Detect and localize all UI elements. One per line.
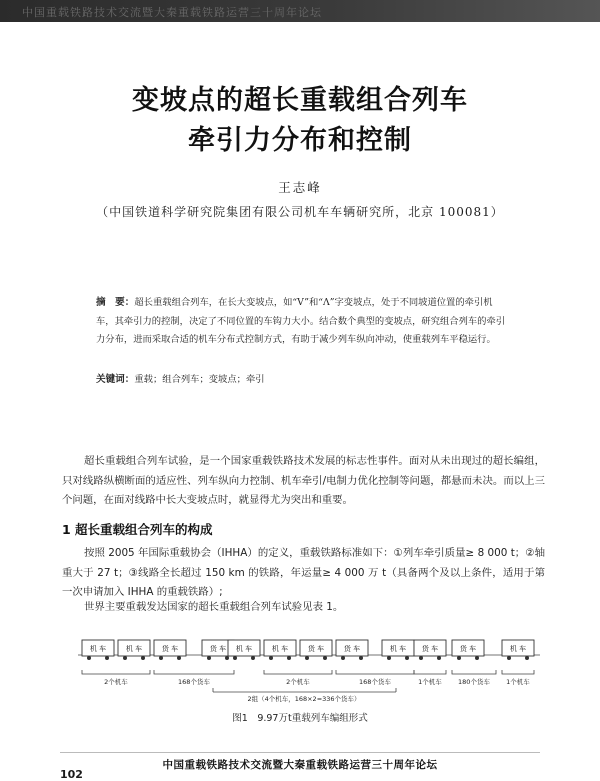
affiliation: （中国铁道科学研究院集团有限公司机车车辆研究所，北京 100081） (96, 205, 504, 219)
train-car-box (82, 640, 114, 660)
train-car-label: 货 车 (209, 645, 227, 653)
train-car-label: 货 车 (421, 645, 439, 653)
body-paragraph-2: 按照 2005 年国际重载协会（IHHA）的定义，重载铁路标准如下：①列车牵引质量≥ 8 000 t；②轴重大于 27 t；③线路全长超过 150 km 的铁路，年运量≥ 4 000 万 t（具备两个及以上条件，适用于第一次申请加入 IHHA 的重载铁路）; (62, 547, 545, 598)
wheel-icon (177, 656, 181, 660)
train-car-label: 货 车 (343, 645, 361, 653)
wheel-icon (323, 656, 327, 660)
group-label: 2个机车 (104, 678, 128, 686)
figure-summary-label: 2组（4个机车，168×2=336个货车） (247, 695, 361, 703)
wheel-icon (359, 656, 363, 660)
wheel-icon (141, 656, 145, 660)
wheel-icon (87, 656, 91, 660)
wheel-icon (251, 656, 255, 660)
wheel-icon (105, 656, 109, 660)
figure-caption: 图1 9.97万t重载列车编组形式 (232, 713, 368, 724)
keywords-text: 重载；组合列车；变坡点；牵引 (134, 374, 265, 385)
footer-text: 中国重载铁路技术交流暨大秦重载铁路运营三十周年论坛 (162, 759, 438, 771)
wheel-icon (207, 656, 211, 660)
train-car-box (118, 640, 150, 660)
wheel-icon (405, 656, 409, 660)
group-label: 1个机车 (506, 678, 530, 686)
wheel-icon (507, 656, 511, 660)
group-label: 180个货车 (458, 678, 490, 686)
wheel-icon (419, 656, 423, 660)
abstract-text: 超长重载组合列车，在长大变坡点，如“V”和“Λ”字变坡点，处于不同坡道位置的牵引机车，其牵引力的控制，决定了不同位置的车钩力大小。结合数个典型的变坡点，研究组合列车的牵引力分布，进而采取合适的机车分布式控制方式，有助于减少列车纵向冲动，使重载列车平稳运行。 (96, 297, 506, 345)
title-line-2: 牵引力分布和控制 (188, 125, 412, 156)
wheel-icon (123, 656, 127, 660)
wheel-icon (287, 656, 291, 660)
train-car-label: 机 车 (389, 645, 407, 653)
train-car-label: 机 车 (509, 645, 527, 653)
wheel-icon (341, 656, 345, 660)
keywords (96, 371, 511, 385)
wheel-icon (159, 656, 163, 660)
group-bracket (414, 670, 446, 674)
group-label: 2个机车 (286, 678, 310, 686)
wheel-icon (305, 656, 309, 660)
group-bracket (82, 670, 150, 674)
train-car-box (414, 640, 446, 660)
train-car-box (336, 640, 368, 660)
abstract (96, 294, 511, 350)
group-bracket (452, 670, 496, 674)
train-car-label: 机 车 (271, 645, 289, 653)
wheel-icon (387, 656, 391, 660)
abstract-label: 摘 要： (96, 297, 135, 308)
title-line-1: 变坡点的超长重载组合列车 (132, 85, 468, 116)
group-label: 168个货车 (359, 678, 391, 686)
train-car-box (300, 640, 332, 660)
train-car-label: 机 车 (89, 645, 107, 653)
train-car-label: 机 车 (125, 645, 143, 653)
group-bracket (336, 670, 414, 674)
wheel-icon (525, 656, 529, 660)
section-heading-1: 1 超长重载组合列车的构成 (62, 522, 213, 537)
keywords-label: 关键词： (96, 374, 135, 385)
train-car-label: 货 车 (459, 645, 477, 653)
train-car-box (502, 640, 534, 660)
train-car-box (452, 640, 484, 660)
group-bracket (264, 670, 332, 674)
group-bracket (154, 670, 234, 674)
footer-rule (60, 752, 540, 753)
page-number: 102 (60, 768, 83, 781)
wheel-icon (437, 656, 441, 660)
group-label: 168个货车 (178, 678, 210, 686)
body-paragraph-1: 超长重载组合列车试验，是一个国家重载铁路技术发展的标志性事件。面对从未出现过的超长编组，只对线路纵横断面的适应性、列车纵向力控制、机车牵引/电制力优化控制等问题，都悬而未决。而以上三个问题，在面对线路中长大变坡点时，就显得尤为突出和重要。 (62, 455, 545, 506)
wheel-icon (233, 656, 237, 660)
train-car-box (264, 640, 296, 660)
wheel-icon (225, 656, 229, 660)
header-band (0, 0, 600, 22)
wheel-icon (457, 656, 461, 660)
train-car-label: 货 车 (307, 645, 325, 653)
header-text: 中国重载铁路技术交流暨大秦重载铁路运营三十周年论坛 (22, 6, 322, 19)
group-bracket (502, 670, 534, 674)
body-paragraph-3: 世界主要重载发达国家的超长重载组合列车试验见表 1。 (84, 601, 344, 613)
train-formation-figure (78, 634, 540, 716)
author: 王志峰 (278, 180, 322, 195)
train-car-box (154, 640, 186, 660)
train-car-label: 货 车 (161, 645, 179, 653)
group-label: 1个机车 (418, 678, 442, 686)
wheel-icon (475, 656, 479, 660)
train-car-box (228, 640, 260, 660)
wheel-icon (269, 656, 273, 660)
train-car-box (382, 640, 414, 660)
train-car-label: 机 车 (235, 645, 253, 653)
